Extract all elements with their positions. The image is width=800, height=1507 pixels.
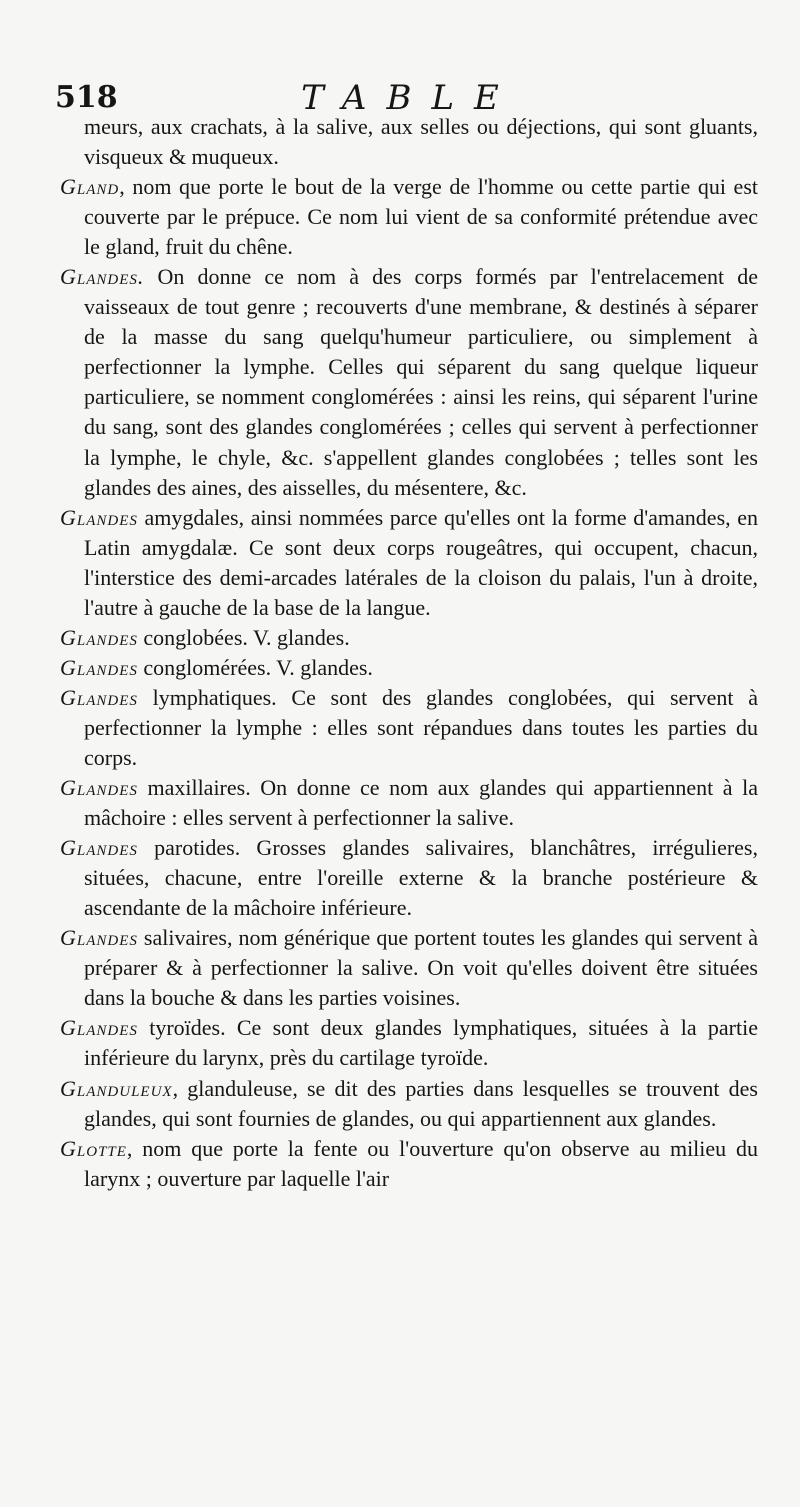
entry-continuation: [60, 112, 758, 172]
page-number: 518: [55, 80, 118, 115]
running-title: TABLE: [301, 78, 519, 118]
entry-glandes: [60, 262, 758, 502]
entry-text: , glanduleuse, se dit des parties dans lesquelles se trouvent des glandes, qui sont fournies de glandes, ou qui appartiennent aux glandes.: [84, 1075, 758, 1131]
entry-text: meurs, aux crachats, à la salive, aux selles ou déjections, qui sont gluants, visqueux & muqueux.: [84, 114, 758, 170]
entry-text: maxillaires. On donne ce nom aux glandes qui appartiennent à la mâchoire : elles servent à perfectionner la salive.: [84, 775, 758, 831]
entry-text: tyroïdes. Ce sont deux glandes lymphatiques, situées à la partie inférieure du larynx, près du cartilage tyroïde.: [84, 1015, 758, 1071]
entry-glandes-tyroides: [60, 1013, 758, 1073]
entry-text: salivaires, nom générique que portent toutes les glandes qui servent à préparer & à perfectionner la salive. On voit qu'elles doivent être situées dans la bouche & dans les parties voisines.: [84, 925, 758, 1011]
entry-text: , nom que porte la fente ou l'ouverture qu'on observe au milieu du larynx ; ouverture par laquelle l'air: [84, 1135, 758, 1191]
entry-headword: Glanduleux: [60, 1075, 173, 1101]
entry-text: parotides. Grosses glandes salivaires, blanchâtres, irrégulieres, situées, chacune, entre l'oreille externe & la branche postérieure & ascendante de la mâchoire inférieure.: [84, 835, 758, 921]
glossary-text: [60, 112, 758, 1194]
entry-glandes-parotides: [60, 833, 758, 923]
entry-glotte: [60, 1134, 758, 1194]
entry-headword: Gland: [60, 174, 120, 200]
entry-headword: Glotte: [60, 1135, 127, 1161]
entry-text: amygdales, ainsi nommées parce qu'elles ont la forme d'amandes, en Latin amygdalæ. Ce sont deux corps rougeâtres, qui occupent, chacun, l'interstice des demi-arcades latérales de la cloison du palais, l'un à droite, l'autre à gauche de la base de la langue.: [84, 504, 758, 620]
entry-text: On donne ce nom à des corps formés par l'entrelacement de vaisseaux de tout genre ; recouverts d'une membrane, & destinés à séparer de la masse du sang quelqu'humeur particuliere, ou simplement à perfectionner la lymphe. Celles qui séparent du sang quelque liqueur particuliere, se nomment conglomérées : ainsi les reins, qui séparent l'urine du sang, sont des glandes conglomérées ; celles qui servent à perfectionner la lymphe, le chyle, &c. s'appellent glandes conglobées ; telles sont les glandes des aines, des aisselles, du mésentere, &c.: [84, 264, 758, 500]
entry-headword: Glandes.: [60, 264, 145, 290]
entry-text: lymphatiques. Ce sont des glandes conglobées, qui servent à perfectionner la lymphe : elles sont répandues dans toutes les parties du corps.: [84, 684, 758, 770]
entry-glandes-conglobees: [60, 623, 758, 653]
entry-text: conglomérées. V. glandes.: [137, 654, 373, 680]
entry-gland: [60, 172, 758, 262]
entry-headword: Glandes: [60, 775, 138, 801]
entry-glandes-lymphatiques: [60, 683, 758, 773]
entry-glandes-amygdales: [60, 503, 758, 623]
entry-glandes-salivaires: [60, 923, 758, 1013]
entry-glandes-maxillaires: [60, 773, 758, 833]
entry-headword: Glandes: [60, 654, 138, 680]
entry-text: conglobées. V. glandes.: [137, 624, 350, 650]
entry-headword: Glandes: [60, 925, 138, 951]
entry-headword: Glandes: [60, 1015, 138, 1041]
entry-headword: Glandes: [60, 624, 138, 650]
entry-text: , nom que porte le bout de la verge de l'homme ou cette partie qui est couverte par le prépuce. Ce nom lui vient de sa conformité prétendue avec le gland, fruit du chêne.: [84, 174, 758, 260]
entry-headword: Glandes: [60, 684, 138, 710]
entry-glanduleux: [60, 1074, 758, 1134]
entry-glandes-conglomerees: [60, 653, 758, 683]
entry-headword: Glandes: [60, 835, 138, 861]
entry-headword: Glandes: [60, 504, 138, 530]
